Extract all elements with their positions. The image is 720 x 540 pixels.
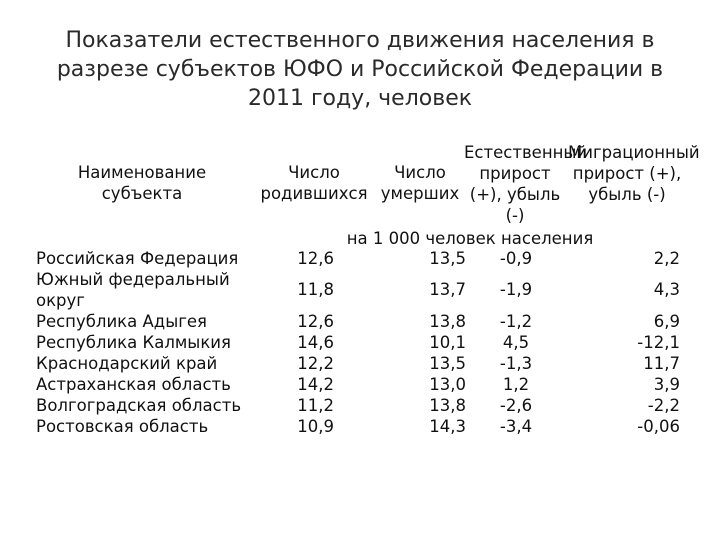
title-line-3: 2011 году, человек [247,86,473,111]
table-row [36,416,686,437]
row-died: 13,5 [429,249,466,268]
row-died: 10,1 [429,333,466,352]
row-born: 11,8 [297,280,334,299]
table-row [36,395,686,416]
row-name: Краснодарский край [36,354,218,373]
row-natural: -0,9 [499,249,533,268]
row-name: Республика Адыгея [36,312,207,331]
row-died: 13,5 [429,354,466,373]
row-name: Российская Федерация [36,249,239,268]
row-born: 14,2 [297,375,334,394]
header-migration-growth: Миграционный прирост (+), убыль (-) [568,143,700,204]
table-body [36,248,686,437]
row-name: Волгоградская область [36,396,242,415]
population-table [36,142,700,436]
row-natural: 4,5 [502,333,530,352]
table-row [36,374,686,395]
header-natural-growth: Естественный прирост (+), убыль (-) [464,143,588,225]
row-died: 13,7 [429,280,466,299]
table-header [36,142,700,248]
row-natural: -1,2 [499,312,533,331]
header-died: Число умерших [380,163,460,203]
row-migration: 4,3 [653,280,680,299]
row-migration: -2,2 [647,396,680,415]
header-born: Число родившихся [260,163,368,203]
row-migration: 2,2 [653,249,680,268]
row-natural: -2,6 [499,396,533,415]
row-died: 14,3 [429,417,466,436]
row-born: 12,2 [297,354,334,373]
row-died: 13,8 [429,396,466,415]
row-migration: -12,1 [637,333,680,352]
row-natural: -3,4 [499,417,533,436]
table-row [36,311,686,332]
title-line-1: Показатели естественного движения населения в [65,28,655,53]
row-name: Южный федеральный округ [36,270,230,310]
row-natural: -1,9 [499,280,533,299]
row-died: 13,8 [429,312,466,331]
row-born: 11,2 [297,396,334,415]
page-title [30,26,690,113]
table-row [36,332,686,353]
row-name: Астраханская область [36,375,231,394]
row-born: 10,9 [297,417,334,436]
title-line-2: разрезе субъектов ЮФО и Российской Федерации в [56,57,664,82]
header-unit: на 1 000 человек населения [346,229,594,248]
header-name: Наименование субъекта [77,163,207,203]
row-migration: 6,9 [653,312,680,331]
row-name: Республика Калмыкия [36,333,231,352]
row-migration: 11,7 [643,354,680,373]
table-row [36,269,686,311]
row-name: Ростовская область [36,417,209,436]
table-row [36,353,686,374]
row-born: 14,6 [297,333,334,352]
row-died: 13,0 [429,375,466,394]
row-migration: -0,06 [637,417,680,436]
row-born: 12,6 [297,249,334,268]
row-natural: 1,2 [502,375,530,394]
row-migration: 3,9 [653,375,680,394]
row-natural: -1,3 [499,354,533,373]
row-born: 12,6 [297,312,334,331]
table-row [36,248,686,269]
